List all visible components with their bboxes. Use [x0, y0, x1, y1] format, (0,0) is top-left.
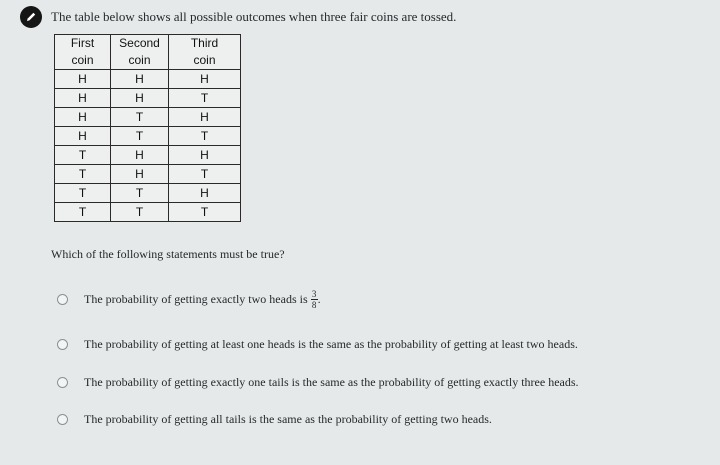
- radio-icon[interactable]: [57, 377, 68, 388]
- table-cell: H: [169, 70, 241, 89]
- table-cell: T: [169, 127, 241, 146]
- radio-icon[interactable]: [57, 414, 68, 425]
- table-cell: H: [111, 89, 169, 108]
- table-cell: T: [111, 203, 169, 222]
- radio-icon[interactable]: [57, 294, 68, 305]
- header-second-coin: [111, 35, 169, 70]
- table-cell: H: [169, 146, 241, 165]
- option-exactly-two-heads[interactable]: [57, 289, 321, 310]
- header-first-coin-line1: First: [70, 36, 95, 50]
- fraction: [311, 289, 318, 310]
- option-exactly-one-tails[interactable]: [57, 375, 579, 390]
- table-row: [55, 108, 241, 127]
- prompt-text: The table below shows all possible outcomes when three fair coins are tossed.: [51, 9, 457, 24]
- table-cell: H: [55, 89, 111, 108]
- header-third-coin: [169, 35, 241, 70]
- table-row: [55, 184, 241, 203]
- option-label: The probability of getting all tails is the same as the probability of getting two heads.: [84, 412, 492, 426]
- table-cell: H: [111, 70, 169, 89]
- header-third-coin-line2: coin: [193, 53, 216, 67]
- table-cell: T: [55, 203, 111, 222]
- table-cell: T: [111, 127, 169, 146]
- outcomes-table: [54, 34, 241, 222]
- header-second-coin-line1: Second: [119, 36, 160, 50]
- table-row: [55, 203, 241, 222]
- table-row: [55, 165, 241, 184]
- table-cell: H: [111, 165, 169, 184]
- header-first-coin-line2: coin: [71, 53, 94, 67]
- table-row: [55, 146, 241, 165]
- table-cell: H: [55, 108, 111, 127]
- question-text: Which of the following statements must be true?: [51, 247, 285, 261]
- table-row: [55, 89, 241, 108]
- table-header-row: [55, 35, 241, 70]
- option-all-tails[interactable]: [57, 412, 492, 427]
- table-cell: T: [169, 165, 241, 184]
- fraction-numerator: 3: [311, 289, 317, 299]
- table-cell: T: [55, 146, 111, 165]
- option-suffix: .: [317, 292, 321, 306]
- table-row: [55, 127, 241, 146]
- table-cell: H: [111, 146, 169, 165]
- table-cell: T: [111, 184, 169, 203]
- option-at-least-one-heads[interactable]: [57, 337, 578, 352]
- option-label: The probability of getting at least one heads is the same as the probability of getting at least two heads.: [84, 337, 578, 351]
- table-cell: T: [55, 165, 111, 184]
- table-cell: H: [55, 70, 111, 89]
- table-cell: H: [169, 108, 241, 127]
- fraction-denominator: 8: [311, 300, 317, 310]
- table-row: [55, 70, 241, 89]
- header-second-coin-line2: coin: [128, 53, 151, 67]
- table-cell: H: [169, 184, 241, 203]
- pencil-icon: [20, 6, 42, 28]
- table-cell: T: [111, 108, 169, 127]
- table-cell: H: [55, 127, 111, 146]
- radio-icon[interactable]: [57, 339, 68, 350]
- option-label: The probability of getting exactly one tails is the same as the probability of getting exactly three heads.: [84, 375, 579, 389]
- option-label: The probability of getting exactly two heads is: [84, 292, 308, 306]
- table-cell: T: [169, 203, 241, 222]
- header-first-coin: [55, 35, 111, 70]
- header-third-coin-line1: Third: [190, 36, 219, 50]
- table-cell: T: [55, 184, 111, 203]
- table-cell: T: [169, 89, 241, 108]
